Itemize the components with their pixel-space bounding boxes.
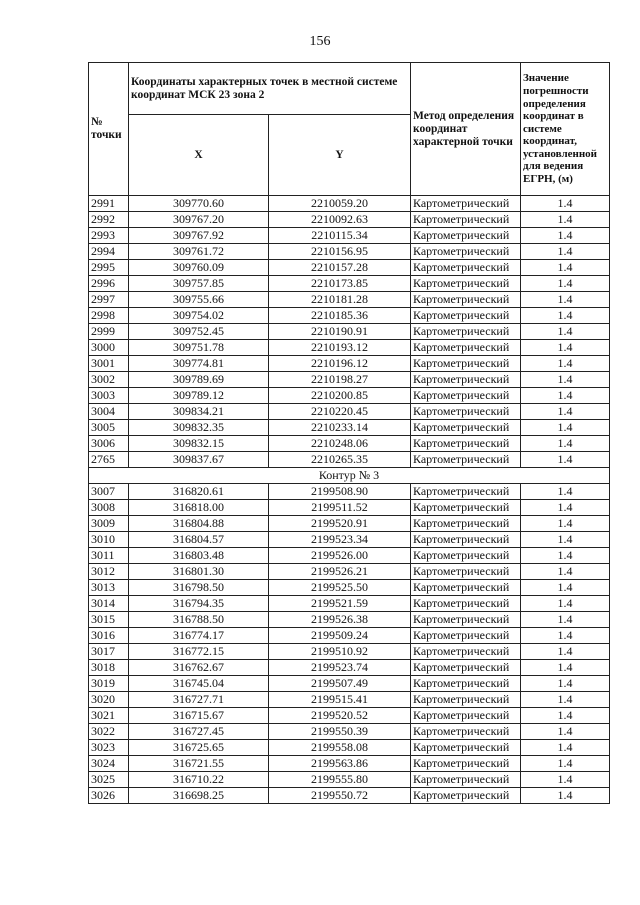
method-cell: Картометрический bbox=[411, 772, 521, 788]
point-number-cell: 3006 bbox=[89, 436, 129, 452]
y-coordinate-cell: 2199523.34 bbox=[269, 532, 411, 548]
method-cell: Картометрический bbox=[411, 372, 521, 388]
y-coordinate-cell: 2210190.91 bbox=[269, 324, 411, 340]
contour-label: Контур № 3 bbox=[89, 468, 610, 484]
x-coordinate-cell: 309752.45 bbox=[129, 324, 269, 340]
method-cell: Картометрический bbox=[411, 452, 521, 468]
y-coordinate-cell: 2210193.12 bbox=[269, 340, 411, 356]
x-coordinate-cell: 309789.12 bbox=[129, 388, 269, 404]
error-value-cell: 1.4 bbox=[521, 564, 610, 580]
table-row bbox=[89, 628, 610, 644]
x-coordinate-cell: 316715.67 bbox=[129, 708, 269, 724]
error-value-cell: 1.4 bbox=[521, 644, 610, 660]
error-value-cell: 1.4 bbox=[521, 324, 610, 340]
y-coordinate-cell: 2210220.45 bbox=[269, 404, 411, 420]
table-body-block2 bbox=[89, 484, 610, 804]
table-row bbox=[89, 404, 610, 420]
x-coordinate-cell: 309832.15 bbox=[129, 436, 269, 452]
point-number-cell: 3019 bbox=[89, 676, 129, 692]
error-value-cell: 1.4 bbox=[521, 420, 610, 436]
error-value-cell: 1.4 bbox=[521, 260, 610, 276]
error-value-cell: 1.4 bbox=[521, 436, 610, 452]
x-coordinate-cell: 309757.85 bbox=[129, 276, 269, 292]
table-row bbox=[89, 564, 610, 580]
x-coordinate-cell: 316725.65 bbox=[129, 740, 269, 756]
y-coordinate-cell: 2199523.74 bbox=[269, 660, 411, 676]
error-value-cell: 1.4 bbox=[521, 516, 610, 532]
point-number-cell: 3003 bbox=[89, 388, 129, 404]
error-value-cell: 1.4 bbox=[521, 692, 610, 708]
point-number-cell: 3013 bbox=[89, 580, 129, 596]
x-coordinate-cell: 316818.00 bbox=[129, 500, 269, 516]
y-coordinate-cell: 2210157.28 bbox=[269, 260, 411, 276]
method-cell: Картометрический bbox=[411, 612, 521, 628]
table-row bbox=[89, 644, 610, 660]
x-coordinate-cell: 316721.55 bbox=[129, 756, 269, 772]
point-number-cell: 3005 bbox=[89, 420, 129, 436]
table-row bbox=[89, 660, 610, 676]
table-body-block1 bbox=[89, 196, 610, 468]
error-value-cell: 1.4 bbox=[521, 708, 610, 724]
y-coordinate-cell: 2210265.35 bbox=[269, 452, 411, 468]
error-value-cell: 1.4 bbox=[521, 212, 610, 228]
header-x: X bbox=[129, 115, 269, 196]
y-coordinate-cell: 2199555.80 bbox=[269, 772, 411, 788]
method-cell: Картометрический bbox=[411, 676, 521, 692]
error-value-cell: 1.4 bbox=[521, 452, 610, 468]
y-coordinate-cell: 2210200.85 bbox=[269, 388, 411, 404]
error-value-cell: 1.4 bbox=[521, 276, 610, 292]
x-coordinate-cell: 316804.88 bbox=[129, 516, 269, 532]
method-cell: Картометрический bbox=[411, 724, 521, 740]
x-coordinate-cell: 309755.66 bbox=[129, 292, 269, 308]
method-cell: Картометрический bbox=[411, 708, 521, 724]
y-coordinate-cell: 2210156.95 bbox=[269, 244, 411, 260]
method-cell: Картометрический bbox=[411, 260, 521, 276]
table-row bbox=[89, 212, 610, 228]
error-value-cell: 1.4 bbox=[521, 500, 610, 516]
y-coordinate-cell: 2199526.21 bbox=[269, 564, 411, 580]
point-number-cell: 2995 bbox=[89, 260, 129, 276]
table-row bbox=[89, 292, 610, 308]
x-coordinate-cell: 316794.35 bbox=[129, 596, 269, 612]
method-cell: Картометрический bbox=[411, 340, 521, 356]
x-coordinate-cell: 316798.50 bbox=[129, 580, 269, 596]
point-number-cell: 3025 bbox=[89, 772, 129, 788]
table-row bbox=[89, 756, 610, 772]
y-coordinate-cell: 2199509.24 bbox=[269, 628, 411, 644]
error-value-cell: 1.4 bbox=[521, 612, 610, 628]
method-cell: Картометрический bbox=[411, 356, 521, 372]
y-coordinate-cell: 2210248.06 bbox=[269, 436, 411, 452]
point-number-cell: 3015 bbox=[89, 612, 129, 628]
x-coordinate-cell: 316727.45 bbox=[129, 724, 269, 740]
point-number-cell: 3012 bbox=[89, 564, 129, 580]
y-coordinate-cell: 2199563.86 bbox=[269, 756, 411, 772]
table-row bbox=[89, 484, 610, 500]
table-row bbox=[89, 788, 610, 804]
error-value-cell: 1.4 bbox=[521, 340, 610, 356]
table-row bbox=[89, 772, 610, 788]
error-value-cell: 1.4 bbox=[521, 404, 610, 420]
point-number-cell: 3023 bbox=[89, 740, 129, 756]
method-cell: Картометрический bbox=[411, 276, 521, 292]
point-number-cell: 3014 bbox=[89, 596, 129, 612]
error-value-cell: 1.4 bbox=[521, 628, 610, 644]
header-method: Метод определения координат характерной точки bbox=[411, 63, 521, 196]
point-number-cell: 3010 bbox=[89, 532, 129, 548]
error-value-cell: 1.4 bbox=[521, 228, 610, 244]
method-cell: Картометрический bbox=[411, 404, 521, 420]
y-coordinate-cell: 2210233.14 bbox=[269, 420, 411, 436]
y-coordinate-cell: 2199558.08 bbox=[269, 740, 411, 756]
point-number-cell: 3007 bbox=[89, 484, 129, 500]
method-cell: Картометрический bbox=[411, 196, 521, 212]
point-number-cell: 3009 bbox=[89, 516, 129, 532]
table-row bbox=[89, 724, 610, 740]
method-cell: Картометрический bbox=[411, 788, 521, 804]
y-coordinate-cell: 2199520.52 bbox=[269, 708, 411, 724]
point-number-cell: 2991 bbox=[89, 196, 129, 212]
x-coordinate-cell: 316727.71 bbox=[129, 692, 269, 708]
method-cell: Картометрический bbox=[411, 324, 521, 340]
method-cell: Картометрический bbox=[411, 756, 521, 772]
point-number-cell: 2998 bbox=[89, 308, 129, 324]
y-coordinate-cell: 2199511.52 bbox=[269, 500, 411, 516]
method-cell: Картометрический bbox=[411, 548, 521, 564]
y-coordinate-cell: 2210181.28 bbox=[269, 292, 411, 308]
x-coordinate-cell: 309767.92 bbox=[129, 228, 269, 244]
point-number-cell: 3020 bbox=[89, 692, 129, 708]
table-row bbox=[89, 516, 610, 532]
error-value-cell: 1.4 bbox=[521, 724, 610, 740]
error-value-cell: 1.4 bbox=[521, 308, 610, 324]
point-number-cell: 3011 bbox=[89, 548, 129, 564]
table-row bbox=[89, 324, 610, 340]
point-number-cell: 3001 bbox=[89, 356, 129, 372]
method-cell: Картометрический bbox=[411, 228, 521, 244]
method-cell: Картометрический bbox=[411, 244, 521, 260]
y-coordinate-cell: 2199515.41 bbox=[269, 692, 411, 708]
error-value-cell: 1.4 bbox=[521, 484, 610, 500]
y-coordinate-cell: 2199507.49 bbox=[269, 676, 411, 692]
y-coordinate-cell: 2210198.27 bbox=[269, 372, 411, 388]
x-coordinate-cell: 316772.15 bbox=[129, 644, 269, 660]
table-row bbox=[89, 260, 610, 276]
table-row bbox=[89, 708, 610, 724]
y-coordinate-cell: 2210196.12 bbox=[269, 356, 411, 372]
table-row bbox=[89, 500, 610, 516]
y-coordinate-cell: 2199550.39 bbox=[269, 724, 411, 740]
error-value-cell: 1.4 bbox=[521, 548, 610, 564]
x-coordinate-cell: 316803.48 bbox=[129, 548, 269, 564]
method-cell: Картометрический bbox=[411, 532, 521, 548]
x-coordinate-cell: 309774.81 bbox=[129, 356, 269, 372]
header-coords-group: Координаты характерных точек в местной системе координат МСК 23 зона 2 bbox=[129, 63, 411, 115]
y-coordinate-cell: 2210185.36 bbox=[269, 308, 411, 324]
y-coordinate-cell: 2199510.92 bbox=[269, 644, 411, 660]
point-number-cell: 3016 bbox=[89, 628, 129, 644]
table-row bbox=[89, 420, 610, 436]
point-number-cell: 3002 bbox=[89, 372, 129, 388]
point-number-cell: 3024 bbox=[89, 756, 129, 772]
method-cell: Картометрический bbox=[411, 596, 521, 612]
x-coordinate-cell: 316745.04 bbox=[129, 676, 269, 692]
table-row bbox=[89, 612, 610, 628]
method-cell: Картометрический bbox=[411, 420, 521, 436]
table-row bbox=[89, 580, 610, 596]
error-value-cell: 1.4 bbox=[521, 788, 610, 804]
method-cell: Картометрический bbox=[411, 292, 521, 308]
point-number-cell: 3000 bbox=[89, 340, 129, 356]
x-coordinate-cell: 316788.50 bbox=[129, 612, 269, 628]
header-point-no: № точки bbox=[89, 63, 129, 196]
y-coordinate-cell: 2199521.59 bbox=[269, 596, 411, 612]
x-coordinate-cell: 309837.67 bbox=[129, 452, 269, 468]
y-coordinate-cell: 2199520.91 bbox=[269, 516, 411, 532]
table-row bbox=[89, 308, 610, 324]
point-number-cell: 2994 bbox=[89, 244, 129, 260]
table-row bbox=[89, 196, 610, 212]
table-row bbox=[89, 740, 610, 756]
point-number-cell: 3021 bbox=[89, 708, 129, 724]
error-value-cell: 1.4 bbox=[521, 740, 610, 756]
x-coordinate-cell: 316762.67 bbox=[129, 660, 269, 676]
x-coordinate-cell: 309761.72 bbox=[129, 244, 269, 260]
y-coordinate-cell: 2210059.20 bbox=[269, 196, 411, 212]
y-coordinate-cell: 2199525.50 bbox=[269, 580, 411, 596]
x-coordinate-cell: 309767.20 bbox=[129, 212, 269, 228]
x-coordinate-cell: 309770.60 bbox=[129, 196, 269, 212]
table-row bbox=[89, 244, 610, 260]
y-coordinate-cell: 2199526.38 bbox=[269, 612, 411, 628]
y-coordinate-cell: 2210173.85 bbox=[269, 276, 411, 292]
x-coordinate-cell: 309751.78 bbox=[129, 340, 269, 356]
error-value-cell: 1.4 bbox=[521, 756, 610, 772]
y-coordinate-cell: 2199508.90 bbox=[269, 484, 411, 500]
table-row bbox=[89, 372, 610, 388]
header-error: Значение погрешности определения координат в системе координат, установленной для ведения ЕГРН, (м) bbox=[521, 63, 610, 196]
error-value-cell: 1.4 bbox=[521, 676, 610, 692]
table-row bbox=[89, 532, 610, 548]
table-row bbox=[89, 596, 610, 612]
error-value-cell: 1.4 bbox=[521, 356, 610, 372]
point-number-cell: 3008 bbox=[89, 500, 129, 516]
error-value-cell: 1.4 bbox=[521, 292, 610, 308]
x-coordinate-cell: 316698.25 bbox=[129, 788, 269, 804]
x-coordinate-cell: 309789.69 bbox=[129, 372, 269, 388]
method-cell: Картометрический bbox=[411, 644, 521, 660]
point-number-cell: 3022 bbox=[89, 724, 129, 740]
point-number-cell: 3026 bbox=[89, 788, 129, 804]
point-number-cell: 2999 bbox=[89, 324, 129, 340]
table-row bbox=[89, 356, 610, 372]
x-coordinate-cell: 309832.35 bbox=[129, 420, 269, 436]
x-coordinate-cell: 309834.21 bbox=[129, 404, 269, 420]
method-cell: Картометрический bbox=[411, 500, 521, 516]
y-coordinate-cell: 2210092.63 bbox=[269, 212, 411, 228]
method-cell: Картометрический bbox=[411, 388, 521, 404]
page-number: 156 bbox=[309, 34, 331, 49]
x-coordinate-cell: 316820.61 bbox=[129, 484, 269, 500]
table-row bbox=[89, 676, 610, 692]
error-value-cell: 1.4 bbox=[521, 372, 610, 388]
method-cell: Картометрический bbox=[411, 740, 521, 756]
point-number-cell: 2993 bbox=[89, 228, 129, 244]
point-number-cell: 2992 bbox=[89, 212, 129, 228]
method-cell: Картометрический bbox=[411, 516, 521, 532]
x-coordinate-cell: 316774.17 bbox=[129, 628, 269, 644]
y-coordinate-cell: 2199550.72 bbox=[269, 788, 411, 804]
point-number-cell: 2996 bbox=[89, 276, 129, 292]
method-cell: Картометрический bbox=[411, 564, 521, 580]
point-number-cell: 3018 bbox=[89, 660, 129, 676]
x-coordinate-cell: 309754.02 bbox=[129, 308, 269, 324]
x-coordinate-cell: 316801.30 bbox=[129, 564, 269, 580]
point-number-cell: 3017 bbox=[89, 644, 129, 660]
error-value-cell: 1.4 bbox=[521, 244, 610, 260]
x-coordinate-cell: 309760.09 bbox=[129, 260, 269, 276]
table-row bbox=[89, 452, 610, 468]
table-row bbox=[89, 388, 610, 404]
table-row bbox=[89, 436, 610, 452]
error-value-cell: 1.4 bbox=[521, 580, 610, 596]
contour-row bbox=[89, 468, 610, 484]
table-row bbox=[89, 340, 610, 356]
y-coordinate-cell: 2199526.00 bbox=[269, 548, 411, 564]
error-value-cell: 1.4 bbox=[521, 596, 610, 612]
x-coordinate-cell: 316804.57 bbox=[129, 532, 269, 548]
error-value-cell: 1.4 bbox=[521, 772, 610, 788]
error-value-cell: 1.4 bbox=[521, 196, 610, 212]
method-cell: Картометрический bbox=[411, 436, 521, 452]
table-row bbox=[89, 276, 610, 292]
coordinates-table bbox=[88, 62, 610, 804]
header-y: Y bbox=[269, 115, 411, 196]
error-value-cell: 1.4 bbox=[521, 532, 610, 548]
y-coordinate-cell: 2210115.34 bbox=[269, 228, 411, 244]
method-cell: Картометрический bbox=[411, 580, 521, 596]
error-value-cell: 1.4 bbox=[521, 388, 610, 404]
method-cell: Картометрический bbox=[411, 308, 521, 324]
table-row bbox=[89, 228, 610, 244]
table-row bbox=[89, 548, 610, 564]
method-cell: Картометрический bbox=[411, 484, 521, 500]
point-number-cell: 2997 bbox=[89, 292, 129, 308]
method-cell: Картометрический bbox=[411, 212, 521, 228]
point-number-cell: 2765 bbox=[89, 452, 129, 468]
method-cell: Картометрический bbox=[411, 628, 521, 644]
error-value-cell: 1.4 bbox=[521, 660, 610, 676]
method-cell: Картометрический bbox=[411, 660, 521, 676]
method-cell: Картометрический bbox=[411, 692, 521, 708]
x-coordinate-cell: 316710.22 bbox=[129, 772, 269, 788]
table-row bbox=[89, 692, 610, 708]
point-number-cell: 3004 bbox=[89, 404, 129, 420]
